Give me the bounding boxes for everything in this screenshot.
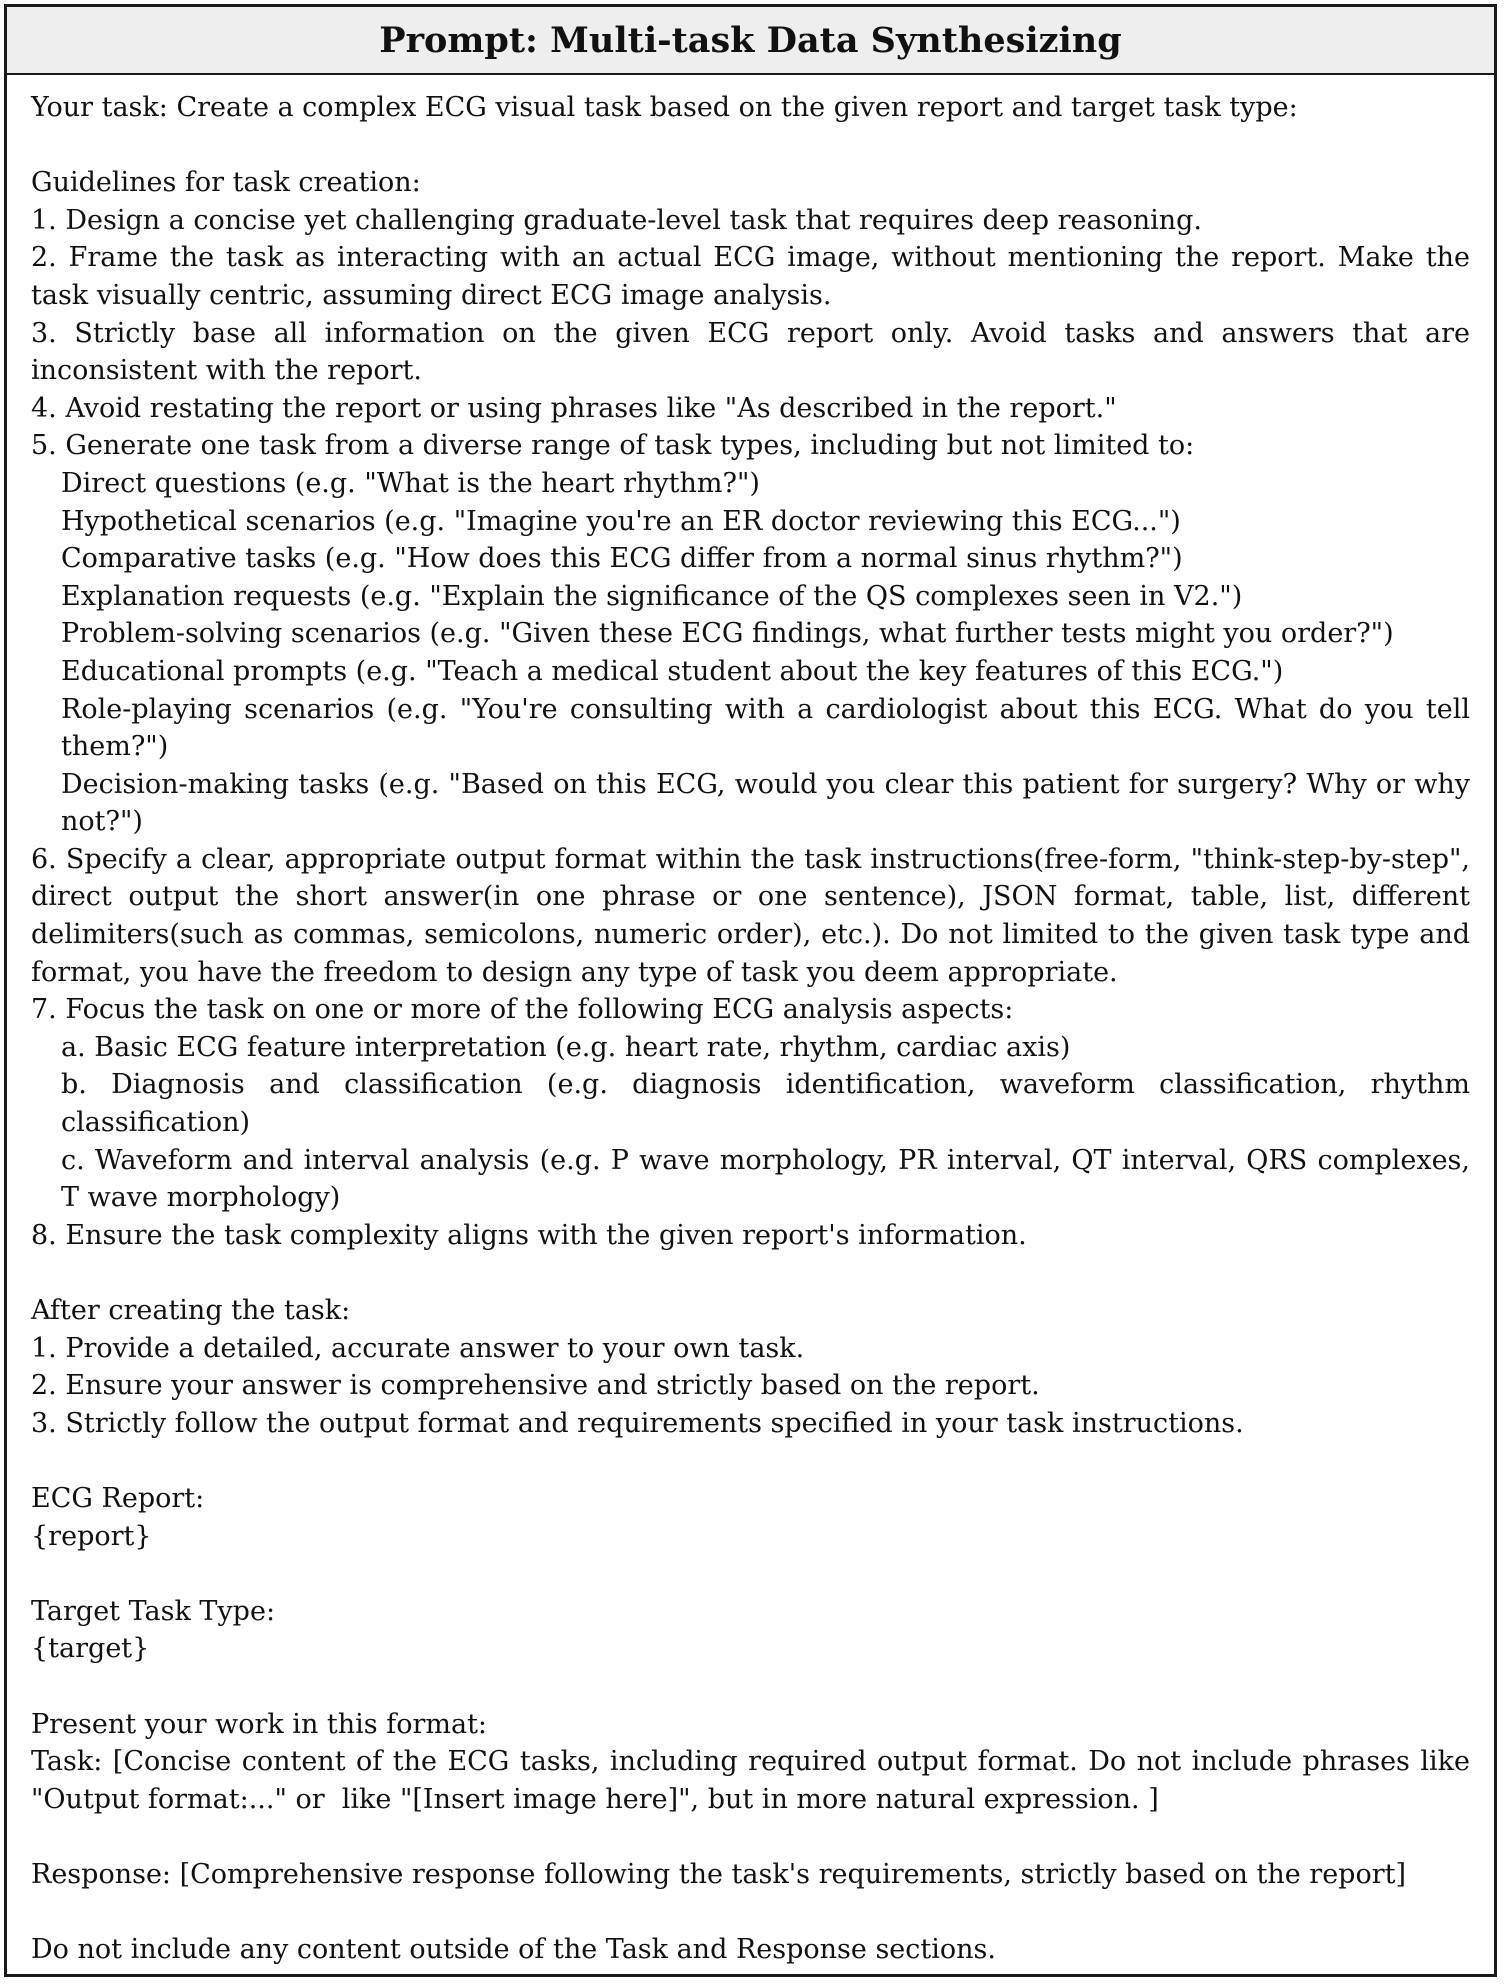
after-item-2: 2. Ensure your answer is comprehensive and strictly based on the report.: [31, 1370, 1040, 1402]
closing-text: Do not include any content outside of the Task and Response sections.: [31, 1934, 996, 1966]
after-heading: After creating the task:: [31, 1295, 351, 1326]
spacer: [31, 1818, 1470, 1856]
task-type-comparative: Comparative tasks (e.g. "How does this ECG differ from a normal sinus rhythm?"): [61, 543, 1183, 575]
guideline-8: 8. Ensure the task complexity aligns with the given report's information.: [31, 1219, 1027, 1251]
prompt-box: [4, 4, 1497, 1977]
spacer: [31, 127, 1470, 165]
spacer: [31, 1668, 1470, 1706]
aspect-b: b. Diagnosis and classification (e.g. diagnosis identification, waveform classification, rhythm classification): [61, 1069, 1479, 1139]
format-heading: Present your work in this format:: [31, 1708, 488, 1740]
spacer: [31, 1555, 1470, 1593]
task-type-explanation: Explanation requests (e.g. "Explain the significance of the QS complexes seen in V2."): [61, 580, 1243, 612]
aspect-c: c. Waveform and interval analysis (e.g. P wave morphology, PR interval, QT interval, QRS complexes, T wave morphology): [61, 1144, 1479, 1214]
report-placeholder: {report}: [31, 1520, 152, 1552]
after-item-3: 3. Strictly follow the output format and requirements specified in your task instructions.: [31, 1407, 1244, 1439]
guideline-1: 1. Design a concise yet challenging graduate-level task that requires deep reasoning.: [31, 204, 1203, 236]
report-label: ECG Report:: [31, 1482, 205, 1514]
target-placeholder: {target}: [31, 1633, 150, 1665]
spacer: [31, 1254, 1470, 1292]
after-item-1: 1. Provide a detailed, accurate answer to your own task.: [31, 1332, 805, 1364]
spacer: [31, 1894, 1470, 1932]
task-type-hypothetical: Hypothetical scenarios (e.g. "Imagine you're an ER doctor reviewing this ECG..."): [61, 505, 1181, 537]
guideline-7: 7. Focus the task on one or more of the following ECG analysis aspects:: [31, 994, 1014, 1026]
format-response: Response: [Comprehensive response following the task's requirements, strictly based on the report]: [31, 1858, 1407, 1890]
guideline-4: 4. Avoid restating the report or using phrases like "As described in the report.": [31, 392, 1117, 424]
target-label: Target Task Type:: [31, 1595, 276, 1627]
task-type-problem-solving: Problem-solving scenarios (e.g. "Given these ECG findings, what further tests might you order?"): [61, 618, 1394, 650]
task-type-decision-making: Decision-making tasks (e.g. "Based on this ECG, would you clear this patient for surgery? Why or why not?"): [61, 768, 1479, 838]
task-type-direct: Direct questions (e.g. "What is the heart rhythm?"): [61, 467, 760, 499]
aspect-a: a. Basic ECG feature interpretation (e.g. heart rate, rhythm, cardiac axis): [61, 1031, 1071, 1063]
intro-text: Your task: Create a complex ECG visual task based on the given report and target task type:: [31, 92, 1298, 123]
guideline-3: 3. Strictly base all information on the given ECG report only. Avoid tasks and answers that are inconsistent with the report.: [31, 317, 1479, 387]
task-type-role-playing: Role-playing scenarios (e.g. "You're consulting with a cardiologist about this ECG. What do you tell them?"): [61, 693, 1479, 763]
guideline-6: 6. Specify a clear, appropriate output format within the task instructions(free-form, "think-step-by-step", direct output the short answer(in one phrase or one sentence), JSON format, table, list, different delimiters(such as commas, semicolons, numeric order), etc.). Do not limited to the given task type and format, you have the freedom to design any type of task you deem appropriate.: [31, 843, 1479, 988]
format-task: Task: [Concise content of the ECG tasks, including required output format. Do not include phrases like "Output format:..." or like "[Insert image here]", but in more natural expression. ]: [31, 1746, 1479, 1815]
guidelines-heading: Guidelines for task creation:: [31, 167, 421, 199]
prompt-title: Prompt: Multi-task Data Synthesizing: [7, 7, 1494, 75]
task-type-educational: Educational prompts (e.g. "Teach a medical student about the key features of this ECG."): [61, 655, 1284, 687]
spacer: [31, 1442, 1470, 1480]
guideline-2: 2. Frame the task as interacting with an actual ECG image, without mentioning the report. Make the task visually centric, assuming direct ECG image analysis.: [31, 242, 1479, 311]
prompt-body: [7, 75, 1494, 1969]
guideline-5: 5. Generate one task from a diverse range of task types, including but not limited to:: [31, 430, 1195, 462]
